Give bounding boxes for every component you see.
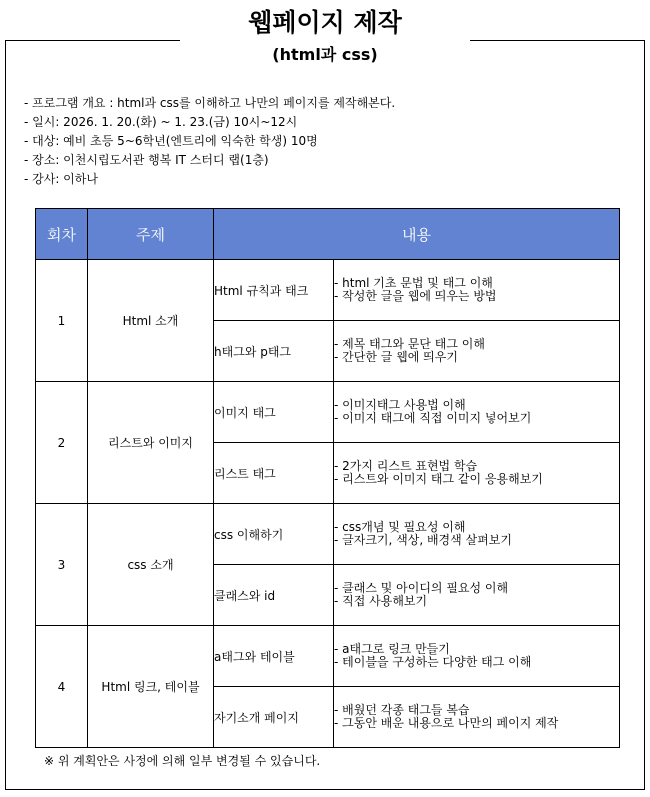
page-subtitle: (html과 css) — [272, 45, 378, 64]
description-line: - 배웠던 각종 태그들 복습 — [334, 703, 470, 717]
description-line: - 제목 태그와 문단 태그 이해 — [334, 337, 485, 351]
description — [334, 260, 620, 321]
session-number: 3 — [36, 504, 88, 626]
description — [334, 443, 620, 504]
description — [334, 382, 620, 443]
page-title: 웹페이지 제작 — [248, 8, 402, 37]
description-line: - 그동안 배운 내용으로 나만의 페이지 제작 — [334, 716, 559, 730]
frame-left — [5, 40, 6, 790]
subtopic: Html 규칙과 태크 — [214, 260, 334, 321]
frame-top-left — [5, 40, 180, 41]
session-topic: 리스트와 이미지 — [88, 382, 214, 504]
subtopic: 리스트 태그 — [214, 443, 334, 504]
frame-top-right — [470, 40, 645, 41]
footnote: ※ 위 계획안은 사정에 의해 일부 변경될 수 있습니다. — [44, 754, 321, 768]
description — [334, 626, 620, 687]
session-number: 1 — [36, 260, 88, 382]
subtopic: css 이해하기 — [214, 504, 334, 565]
subtopic: 클래스와 id — [214, 565, 334, 626]
session-number: 2 — [36, 382, 88, 504]
description — [334, 565, 620, 626]
description-line: - 클래스 및 아이디의 필요성 이해 — [334, 581, 509, 595]
header-topic: 주제 — [88, 209, 214, 260]
description-line: - 이미지태그 사용법 이해 — [334, 398, 466, 412]
session-number: 4 — [36, 626, 88, 748]
description-line: - 테이블을 구성하는 다양한 태그 이해 — [334, 655, 532, 669]
session-topic: css 소개 — [88, 504, 214, 626]
program-instructor: - 강사: 이하나 — [24, 172, 98, 186]
description-line: - html 기초 문법 및 태그 이해 — [334, 276, 493, 290]
session-topic: Html 소개 — [88, 260, 214, 382]
program-target: - 대상: 예비 초등 5~6학년(엔트리에 익숙한 학생) 10명 — [24, 134, 318, 148]
table-row — [36, 626, 620, 687]
subtopic: a태그와 테이블 — [214, 626, 334, 687]
description-line: - 직접 사용해보기 — [334, 594, 428, 608]
header-content: 내용 — [214, 209, 620, 260]
description — [334, 321, 620, 382]
frame-right — [644, 40, 645, 790]
table-row — [36, 504, 620, 565]
schedule-table — [35, 208, 620, 748]
table-row — [36, 382, 620, 443]
program-date: - 일시: 2026. 1. 20.(화) ~ 1. 23.(금) 10시~12시 — [24, 115, 298, 129]
description — [334, 687, 620, 748]
description-line: - css개념 및 필요성 이해 — [334, 520, 466, 534]
description-line: - 리스트와 이미지 태그 같이 응용해보기 — [334, 472, 543, 486]
description — [334, 504, 620, 565]
description-line: - 작성한 글을 웹에 띄우는 방법 — [334, 289, 497, 303]
description-line: - 이미지 태그에 직접 이미지 넣어보기 — [334, 411, 532, 425]
description-line: - 2가지 리스트 표현법 학습 — [334, 459, 478, 473]
session-topic: Html 링크, 테이블 — [88, 626, 214, 748]
description-line: - 간단한 글 웹에 띄우기 — [334, 350, 458, 364]
description-line: - 글자크기, 색상, 배경색 살펴보기 — [334, 533, 512, 547]
subtopic: h태그와 p태그 — [214, 321, 334, 382]
program-location: - 장소: 이천시립도서관 행복 IT 스터디 랩(1층) — [24, 153, 269, 167]
program-info-list — [24, 94, 395, 189]
subtopic: 이미지 태그 — [214, 382, 334, 443]
header-session: 회차 — [36, 209, 88, 260]
program-overview: - 프로그램 개요 : html과 css를 이해하고 나만의 페이지를 제작해본다. — [24, 96, 396, 110]
description-line: - a태그로 링크 만들기 — [334, 642, 450, 656]
table-row — [36, 260, 620, 321]
subtopic: 자기소개 페이지 — [214, 687, 334, 748]
frame-bottom — [5, 789, 645, 790]
